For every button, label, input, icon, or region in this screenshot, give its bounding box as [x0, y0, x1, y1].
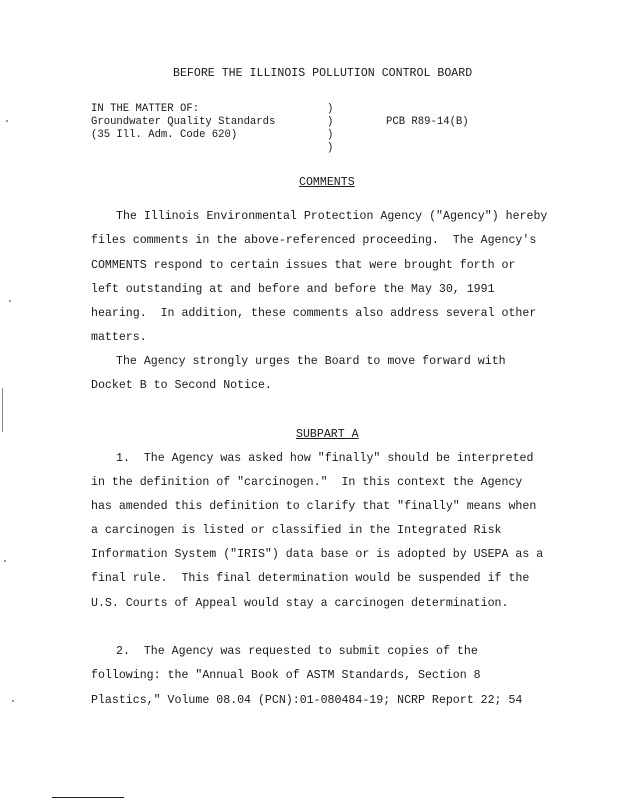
item1-line: final rule. This final determination would be suspended if the [91, 572, 530, 585]
docket-number: PCB R89-14(B) [386, 116, 469, 128]
item1-line: U.S. Courts of Appeal would stay a carcinogen determination. [91, 597, 509, 610]
scan-speck [12, 700, 14, 702]
caption-line-2: Groundwater Quality Standards [91, 116, 276, 128]
scan-speck [6, 120, 8, 122]
scan-speck [9, 300, 11, 302]
item2-line: 2. The Agency was requested to submit copies of the [116, 645, 478, 658]
item2-line: following: the "Annual Book of ASTM Standards, Section 8 [91, 669, 481, 682]
item2-line: Plastics," Volume 08.04 (PCN):01-080484-19; NCRP Report 22; 54 [91, 694, 523, 707]
caption-bracket: ) [327, 103, 334, 115]
caption-bracket: ) [327, 129, 334, 141]
comments-title: COMMENTS [299, 176, 355, 189]
item1-line: Information System ("IRIS") data base or is adopted by USEPA as a [91, 548, 544, 561]
item1-line: a carcinogen is listed or classified in the Integrated Risk [91, 524, 502, 537]
urge-line: The Agency strongly urges the Board to move forward with [116, 355, 506, 368]
urge-line: Docket B to Second Notice. [91, 379, 272, 392]
caption-line-3: (35 Ill. Adm. Code 620) [91, 129, 238, 141]
board-heading: BEFORE THE ILLINOIS POLLUTION CONTROL BOARD [173, 67, 473, 80]
intro-line: matters. [91, 331, 147, 344]
intro-line: files comments in the above-referenced proceeding. The Agency's [91, 234, 537, 247]
item1-line: has amended this definition to clarify that "finally" means when [91, 500, 537, 513]
intro-line: left outstanding at and before and before the May 30, 1991 [91, 283, 495, 296]
caption-bracket: ) [327, 116, 334, 128]
footnote-rule [52, 797, 124, 798]
scan-margin-mark [2, 388, 3, 432]
caption-bracket: ) [327, 142, 334, 154]
intro-line: COMMENTS respond to certain issues that were brought forth or [91, 259, 516, 272]
intro-line: hearing. In addition, these comments also address several other [91, 307, 537, 320]
caption-line-1: IN THE MATTER OF: [91, 103, 200, 115]
item1-line: 1. The Agency was asked how "finally" should be interpreted [116, 452, 534, 465]
scan-speck [4, 560, 6, 562]
subpart-title: SUBPART A [296, 428, 359, 441]
item1-line: in the definition of "carcinogen." In this context the Agency [91, 476, 523, 489]
intro-line: The Illinois Environmental Protection Agency ("Agency") hereby [116, 210, 548, 223]
